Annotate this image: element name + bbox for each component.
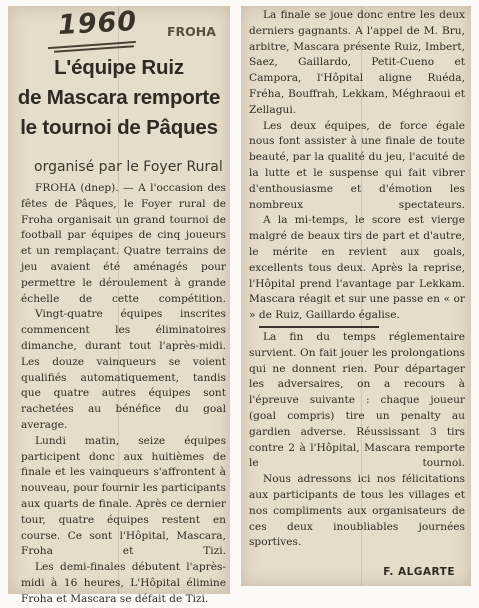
headline [8, 53, 230, 143]
author-signature: F. ALGARTE [383, 566, 455, 578]
subheadline: organisé par le Foyer Rural [34, 159, 223, 175]
underline-rule [259, 326, 379, 328]
paragraph-huitiemes: Lundi matin, seize équipes participent donc aux huitièmes de finale et les vainqueurs s'affrontent à nouveau, pour fournir les participants aux quarts de finale. Après ce dernier tour, quatre équipes restent en course. Ce sont l'Hôpital, Mascara, Froha et Tizi. [21, 434, 226, 558]
headline-line: de Mascara remporte [17, 86, 221, 109]
paragraph-felicitations: Nous adressons ici nos félicitations aux participants de tous les villages et nos compliments aux organisateurs de ces deux inoubliables journées sportives. [249, 473, 465, 549]
left-clipping-column [8, 5, 230, 605]
headline-line: L'équipe Ruiz [54, 56, 184, 79]
article-body-left [21, 181, 226, 608]
dateline: FROHA [167, 24, 216, 39]
handwritten-year: 1960 [57, 5, 138, 42]
right-clipping-column [241, 6, 471, 586]
paragraph-demi-finales: Les demi-finales débutent l'après-midi à 16 heures, L'Hôpital élimine Froha et Mascara se défait de Tizi. [21, 561, 226, 605]
paragraph-eliminatoires: Vingt-quatre équipes inscrites commencent les éliminatoires dimanche, durant tout l'après-midi. Les douze vainqueurs se voient qualifiés automatiquement, tandis que quatre autres équipes sont rachetées au bénéfice du goal average. [21, 308, 226, 431]
paragraph-deux-equipes: Les deux équipes, de force égale nous font assister à une finale de toute beauté, par la qualité du jeu, l'acuité de la lutte et le suspense qui fait vibrer d'enthousiasme et d'émotion les nombreux spectateurs. [249, 119, 465, 211]
paragraph-mi-temps: A la mi-temps, le score est vierge malgré de beaux tirs de part et d'autre, le mérite en revient aux goals, excellents tous deux. Après la reprise, l'Hôpital prend l'avantage par Lekkam. Mascara réagit et sur une passe en « or » de Ruiz, Gaillardo égalise. [249, 214, 465, 322]
paragraph-finale: La finale se joue donc entre les deux derniers gagnants. A l'appel de M. Bru, arbitre, Mascara présente Ruiz, Imbert, Saez, Gaillardo, Petit-Cueno et Campora, l'Hôpital aligne Ruéda, Fréha, Bouffrah, Lekkam, Méghraoui et Zellagui. [249, 9, 465, 116]
paragraph-intro: FROHA (dnep). — A l'occasion des fêtes de Pâques, le Foyer rural de Froha organisait un grand tournoi de football par équipes de cinq joueurs et un remplaçant. Quatre terrains de jeu avaient été aménagés pour permettre le déroulement à grande échelle de cette compétition. [21, 182, 226, 305]
article-body-right [249, 8, 465, 551]
headline-line: le tournoi de Pâques [20, 116, 218, 139]
paragraph-prolongations: La fin du temps réglementaire survient. On fait jouer les prolongations qui ne donnent rien. Pour départager les adversaires, on a recours à l'épreuve suivante : chaque joueur (goal compris) tire un penalty au gardien adverse. Réussissant 3 tirs contre 2 à l'Hôpital, Mascara remporte le tournoi. [249, 330, 465, 470]
